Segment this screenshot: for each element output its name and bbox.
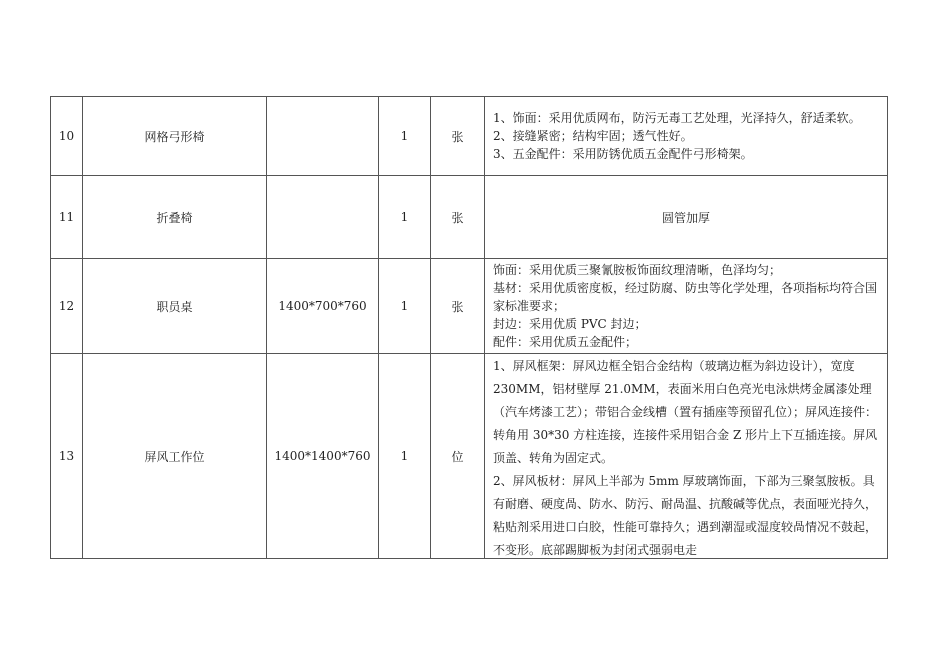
item-unit: 张 <box>431 97 485 176</box>
item-name: 折叠椅 <box>83 176 267 259</box>
item-name: 职员桌 <box>83 259 267 354</box>
description-line: 2、屏风板材：屏风上半部为 5mm 厚玻璃饰面，下部为三聚氢胺板。具有耐磨、硬度咼、防水、防污、耐咼温、抗酸碱等优点，表面哑光持久，粘贴剂采用进口白胶，性能可靠持久；遇到潮湿或湿度较咼情况不鼓起，不变形。底部踢脚板为封闭式强弱电走 <box>493 474 878 556</box>
item-quantity: 1 <box>379 97 431 176</box>
description-line: 饰面：采用优质三聚氰胺板饰面纹理清晰，色泽均匀； <box>493 263 782 277</box>
item-unit: 张 <box>431 259 485 354</box>
item-description <box>485 97 888 176</box>
furniture-spec-table <box>50 96 888 559</box>
item-spec: 1400*1400*760 <box>267 354 379 559</box>
item-name: 屏风工作位 <box>83 354 267 559</box>
table-row <box>51 354 888 559</box>
item-quantity: 1 <box>379 176 431 259</box>
item-description <box>485 354 888 559</box>
description-line: 封边：采用优质 PVC 封边； <box>493 317 647 331</box>
item-spec: 1400*700*760 <box>267 259 379 354</box>
item-number: 13 <box>51 354 83 559</box>
item-number: 12 <box>51 259 83 354</box>
description-line: 1、屏风框架：屏风边框全铝合金结构（玻璃边框为斜边设计），宽度 230MM，铝材壁厚 21.0MM，表面米用白色亮光电泳烘烤金属漆处理（汽车烤漆工艺）；带铝合金线槽（置有插座等预留孔位）；屏风连接件：转角用 30*30 方柱连接，连接件采用铝合金 Z 形片上下互插连接。屏风顶盖、转角为固定式。 <box>493 359 878 465</box>
description-line: 配件：采用优质五金配件； <box>493 335 638 349</box>
item-spec <box>267 176 379 259</box>
table-row <box>51 259 888 354</box>
item-number: 10 <box>51 97 83 176</box>
item-spec <box>267 97 379 176</box>
description-line: 1、饰面：采用优质网布，防污无毒工艺处理，光泽持久，舒适柔软。 <box>493 111 861 125</box>
item-quantity: 1 <box>379 354 431 559</box>
item-description <box>485 259 888 354</box>
item-description <box>485 176 888 259</box>
item-name: 网格弓形椅 <box>83 97 267 176</box>
description-line: 3、五金配件：采用防锈优质五金配件弓形椅架。 <box>493 147 753 161</box>
item-unit: 张 <box>431 176 485 259</box>
item-unit: 位 <box>431 354 485 559</box>
description-line: 基材：采用优质密度板，经过防腐、防虫等化学处理，各项指标均符合国家标准要求； <box>493 281 878 313</box>
item-number: 11 <box>51 176 83 259</box>
table-row <box>51 176 888 259</box>
description-line: 圆管加厚 <box>661 210 710 225</box>
item-quantity: 1 <box>379 259 431 354</box>
table-row <box>51 97 888 176</box>
description-line: 2、接缝紧密；结构牢固；透气性好。 <box>493 129 693 143</box>
